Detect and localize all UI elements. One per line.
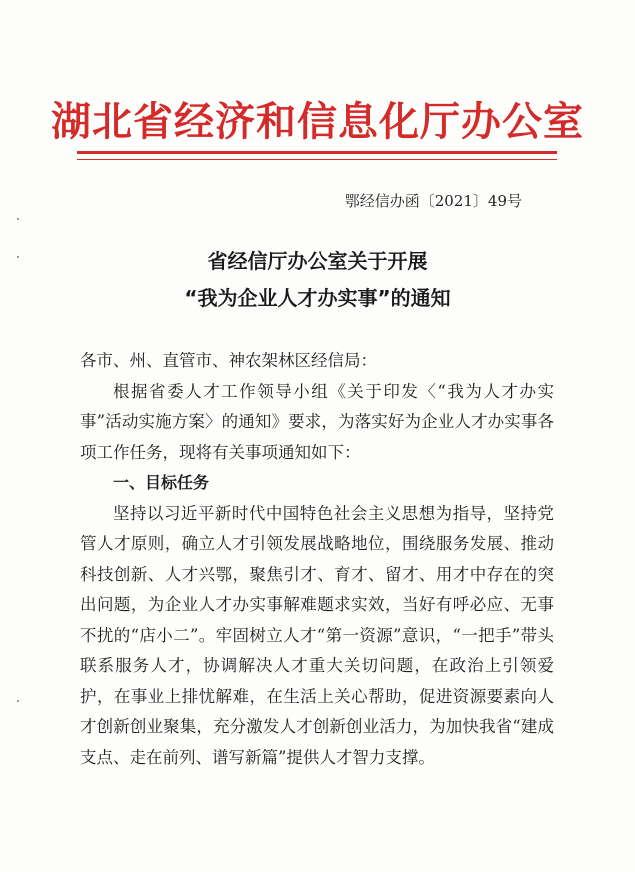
title-line-2: “我为企业人才办实事”的通知 (184, 286, 451, 310)
title-line-1: 省经信厅办公室关于开展 (207, 249, 428, 273)
scan-speck (17, 700, 19, 702)
issuer-header: 湖北省经济和信息化厅办公室 (51, 99, 584, 145)
document-body (80, 346, 554, 773)
document-title (0, 243, 635, 317)
salutation: 各市、州、直管市、神农架林区经信局： (80, 351, 377, 370)
scan-speck (17, 218, 19, 220)
header-rule-thin (77, 159, 557, 160)
section-heading: 一、目标任务 (113, 473, 210, 492)
header-rule-thick (77, 151, 557, 154)
scan-speck (17, 256, 19, 258)
document-number: 鄂经信办函〔2021〕49号 (344, 192, 522, 210)
section-paragraph: 坚持以习近平新时代中国特色社会主义思想为指导，坚持党管人才原则，确立人才引领发展战略地位，围绕服务发展、推动科技创新、人才兴鄂，聚焦引才、育才、留才、用才中存在的突出问题，为企业人才办实事解难题求实效，当好有呼必应、无事不扰的“店小二”。牢固树立人才“第一资源”意识，“一把手”带头联系服务人才，协调解决人才重大关切问题，在政治上引领爱护，在事业上排忧解难，在生活上关心帮助，促进资源要素向人才创新创业聚集，充分激发人才创新创业活力，为加快我省“建成支点、走在前列、谱写新篇”提供人才智力支撑。 (80, 503, 554, 767)
intro-paragraph: 根据省委人才工作领导小组《关于印发〈“我为人才办实事”活动实施方案〉的通知》要求，为落实好为企业人才办实事各项工作任务，现将有关事项通知如下： (80, 381, 554, 462)
